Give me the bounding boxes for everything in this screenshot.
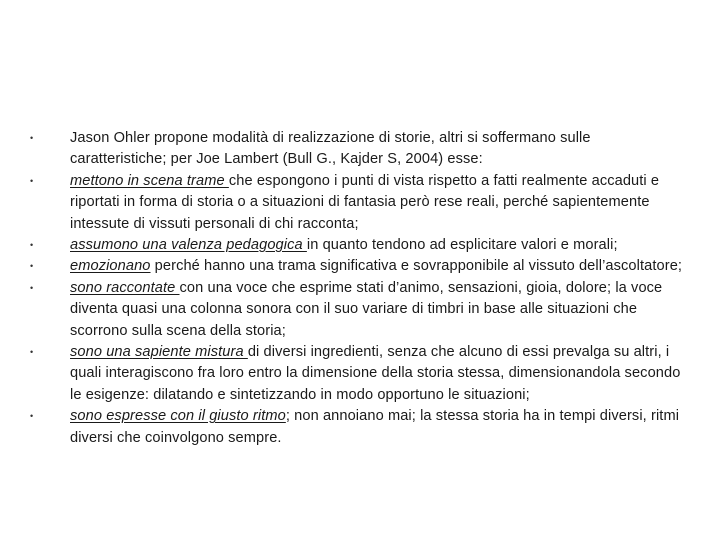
bullet-item [30,406,690,449]
bullet-dot-icon: • [30,347,34,358]
bullet-text: di diversi ingredienti, senza che alcuno di essi prevalga su altri, i quali interagiscono fra loro entro la dimensione della storia stessa, dimensionandola secondo le esigenze: dilatando e sintetizzando in modo opportuno le situazioni; [70,344,681,403]
bullet-dot-icon: • [30,175,34,186]
bullet-dot-icon: • [30,133,34,143]
bullet-item [30,342,690,406]
bullet-emphasis: assumono una valenza pedagogica [70,237,307,254]
bullet-emphasis: sono una sapiente mistura [70,344,248,361]
bullet-dot-icon: • [30,261,34,272]
bullet-item [30,278,690,342]
bullet-emphasis: emozionano [70,258,151,275]
bullet-emphasis: mettono in scena trame [70,172,229,189]
bullet-item [30,128,690,171]
bullet-item [30,171,690,235]
bullet-list [30,128,690,449]
bullet-dot-icon: • [30,240,34,251]
bullet-emphasis: sono espresse con il giusto ritmo [70,408,286,425]
bullet-text: Jason Ohler propone modalità di realizzazione di storie, altri si soffermano sulle caratteristiche; per Joe Lambert (Bull G., Kajder S, 2004) esse: [70,130,591,168]
bullet-dot-icon: • [30,282,34,293]
bullet-dot-icon: • [30,411,34,422]
bullet-text: ; non annoiano mai; la stessa storia ha in tempi diversi, ritmi diversi che coinvolgono sempre. [70,408,680,446]
bullet-text: che espongono i punti di vista rispetto a fatti realmente accaduti e riportati in forma di storia o a situazioni di fantasia però rese reali, perché sapientemente intessute di vissuti personali di chi racconta; [70,172,660,232]
bullet-text: in quanto tendono ad esplicitare valori e morali; [306,237,618,254]
bullet-text: perché hanno una trama significativa e sovrapponibile al vissuto dell’ascoltatore; [150,258,683,275]
bullet-text: con una voce che esprime stati d’animo, sensazioni, gioia, dolore; la voce diventa quasi una colonna sonora con il suo variare di timbri in base alle situazioni che scorrono sulla scena della storia; [70,279,663,339]
bullet-emphasis: sono raccontate [70,279,180,296]
bullet-item [30,235,690,256]
bullet-item [30,256,690,277]
